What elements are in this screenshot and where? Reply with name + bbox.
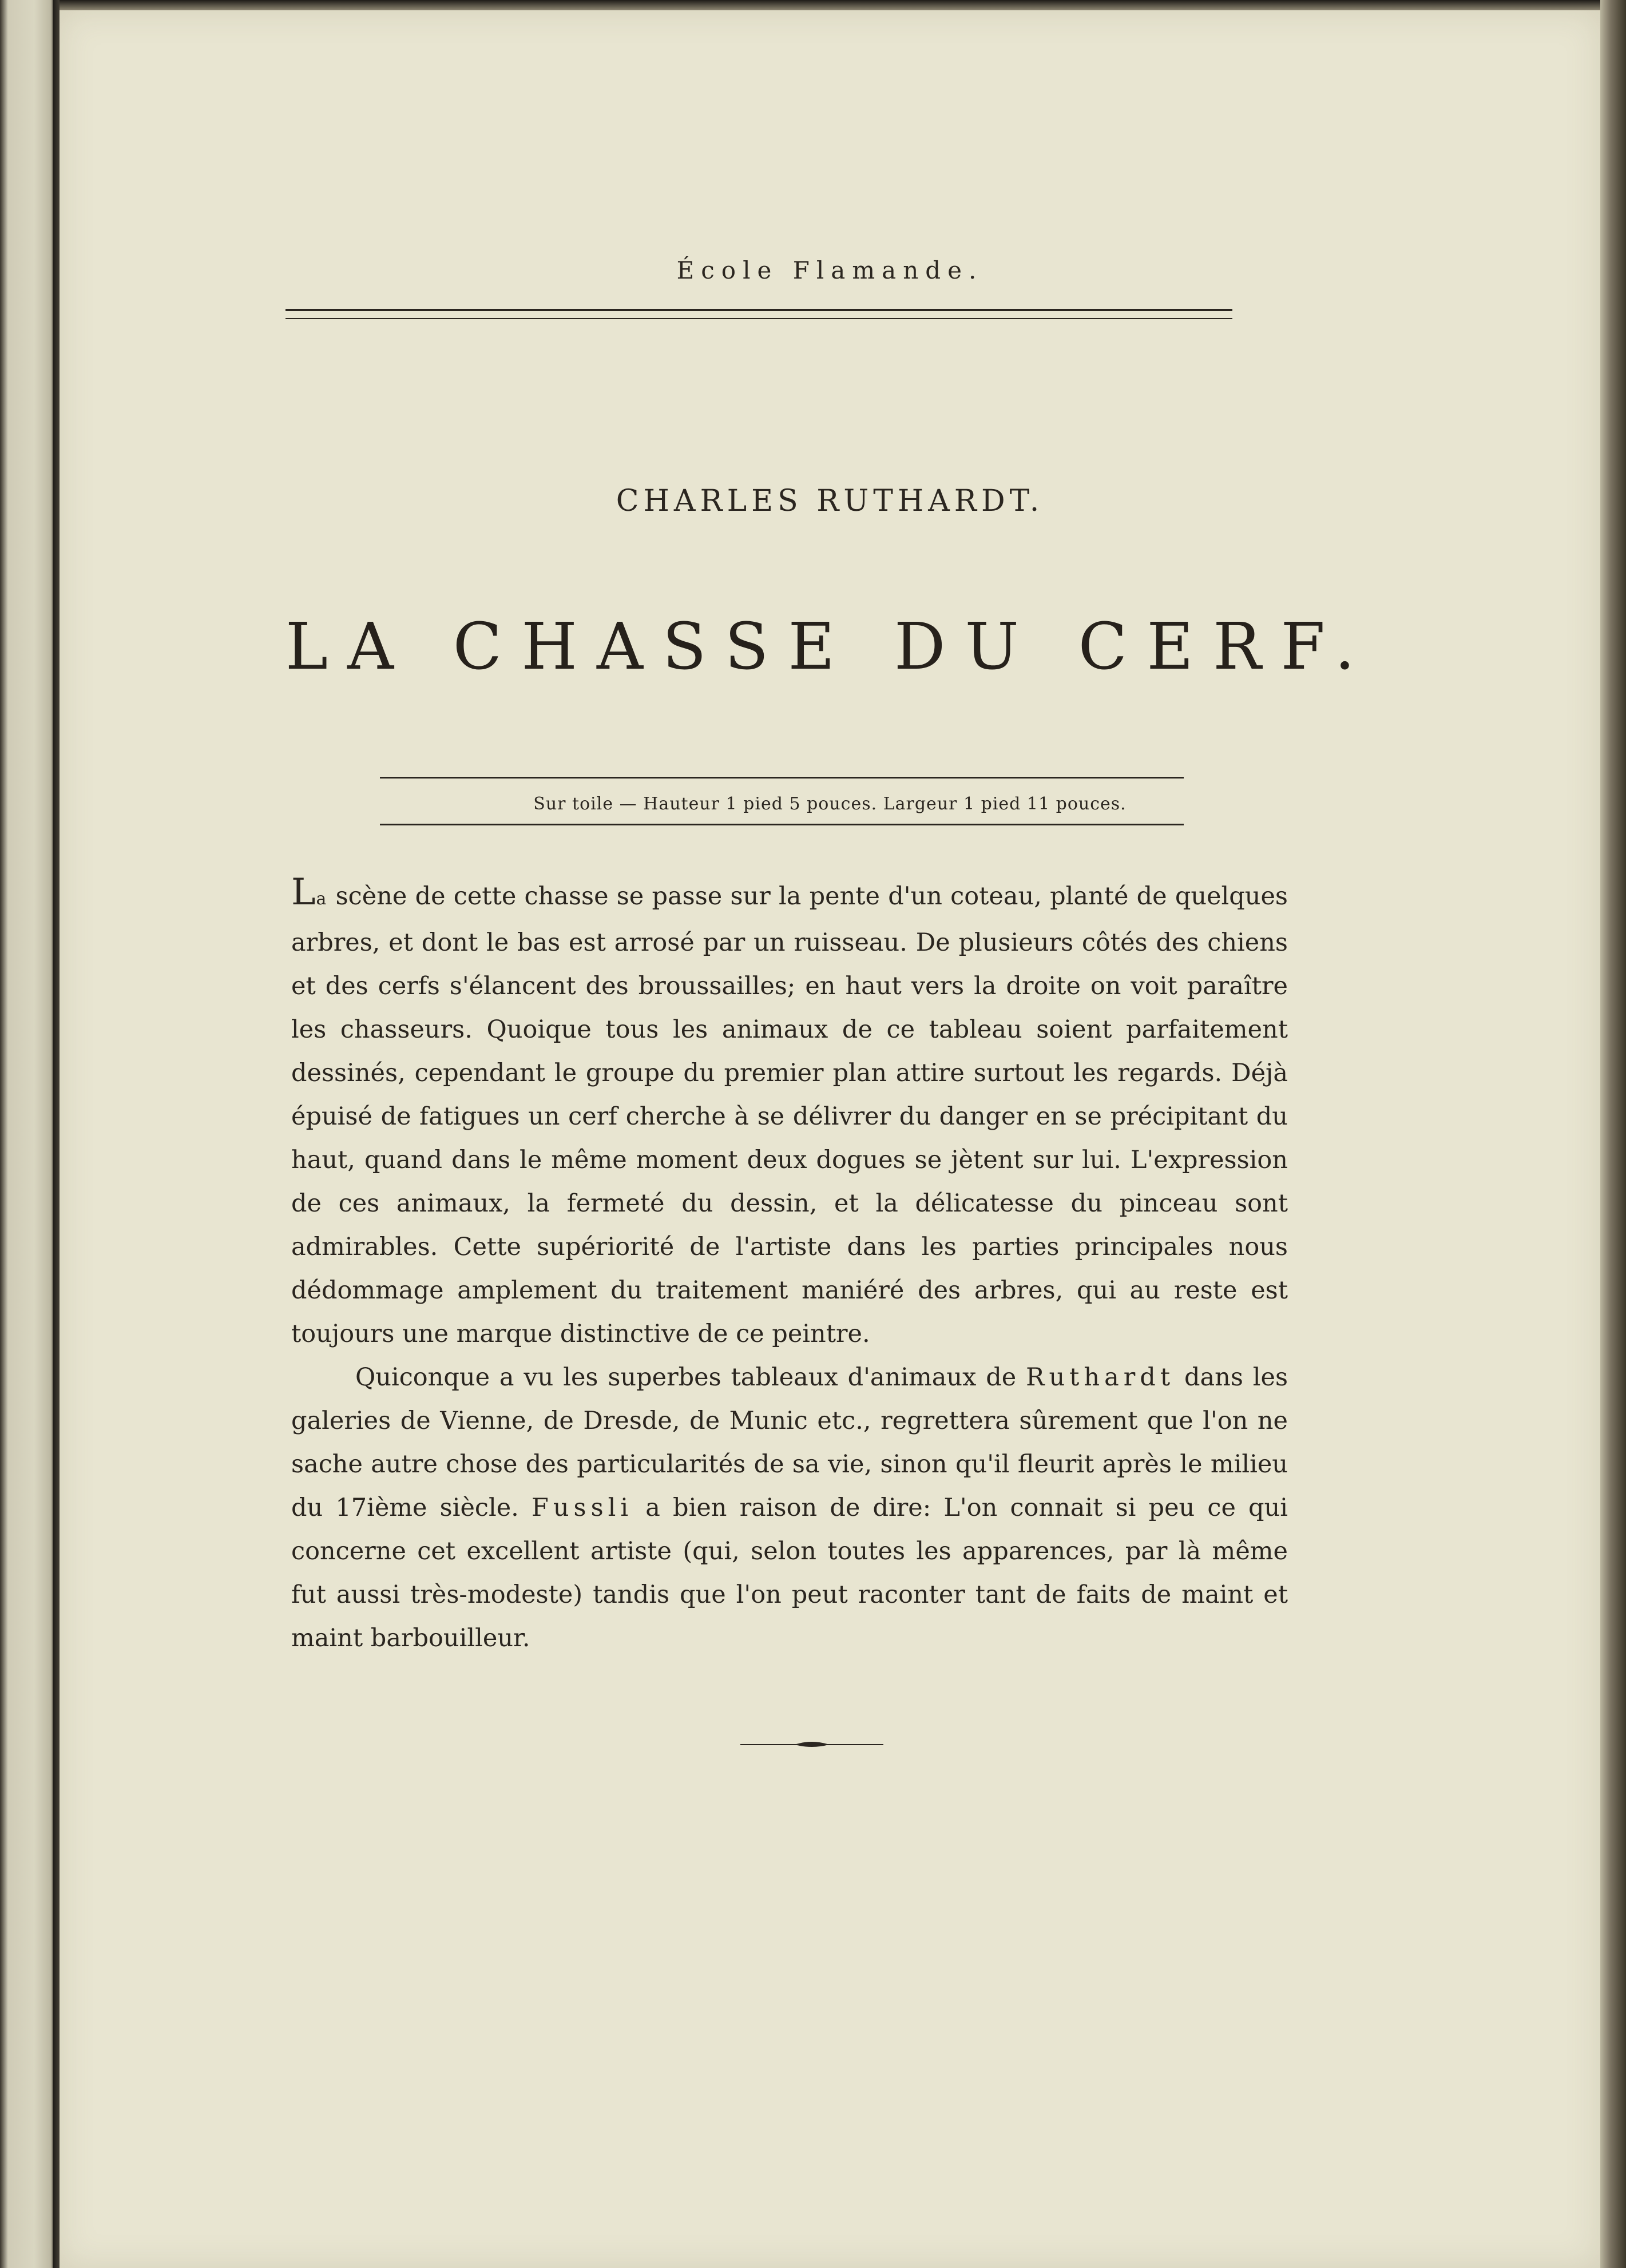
artist-name: CHARLES RUTHARDT.: [616, 484, 1044, 518]
dimensions-top-rule: [380, 777, 1184, 778]
drop-cap-continuation: a: [316, 889, 328, 909]
paragraph-description: [291, 871, 1288, 1356]
paragraph-biography: [291, 1356, 1288, 1660]
book-page: [60, 10, 1600, 2268]
biography-text-2: dans les galeries de Vienne, de Dresde, de Munic etc., regrettera sûrement que l'on ne sache autre chose des particularités de sa vie, sinon qu'il fleurit après le milieu du 17ième siècle.: [291, 1363, 1288, 1522]
biography-text-1: Quiconque a vu les superbes tableaux d'animaux de: [355, 1363, 1026, 1392]
painting-dimensions: Sur toile — Hauteur 1 pied 5 pouces. Largeur 1 pied 11 pouces.: [533, 794, 1127, 814]
drop-cap: L: [291, 871, 316, 913]
description-text: [291, 871, 1288, 1660]
dimensions-bottom-rule: [380, 824, 1184, 825]
paragraph-description-text: scène de cette chasse se passe sur la pente d'un coteau, planté de quelques arbres, et dont le bas est arrosé par un ruisseau. De plusieurs côtés des chiens et des cerfs s'élancent des broussailles; en haut vers la droite on voit paraître les chasseurs. Quoique tous les animaux de ce tableau soient parfaitement dessinés, cependant le groupe du premier plan attire surtout les regards. Déjà épuisé de fatigues un cerf cherche à se délivrer du danger en se précipitant du haut, quand dans le même moment deux dogues se jètent sur lui. L'expression de ces animaux, la fermeté du dessin, et la délicatesse du pinceau sont admirables. Cette supériorité de l'artiste dans les parties principales nous dédommage amplement du traitement maniéré des arbres, qui au reste est toujours une marque distinctive de ce peintre.: [291, 882, 1288, 1348]
painting-title: LA CHASSE DU CERF.: [285, 610, 1375, 684]
school-heading: École Flamande.: [676, 256, 983, 284]
header-double-rule: [285, 309, 1232, 319]
previous-page-edge: [0, 0, 54, 2268]
biography-text-3: a bien raison de dire: L'on connait si peu ce qui concerne cet excellent artiste (qui, selon toutes les apparences, par là même fut aussi très-modeste) tandis que l'on peut raconter tant de faits de maint et maint barbouilleur.: [291, 1494, 1288, 1653]
artist-name-inline: Ruthardt: [1026, 1363, 1175, 1392]
page-top-edge: [60, 0, 1600, 10]
end-ornament: [740, 1738, 883, 1751]
author-name-inline: Fussli: [531, 1494, 633, 1522]
page-fore-edge: [1600, 0, 1626, 2268]
